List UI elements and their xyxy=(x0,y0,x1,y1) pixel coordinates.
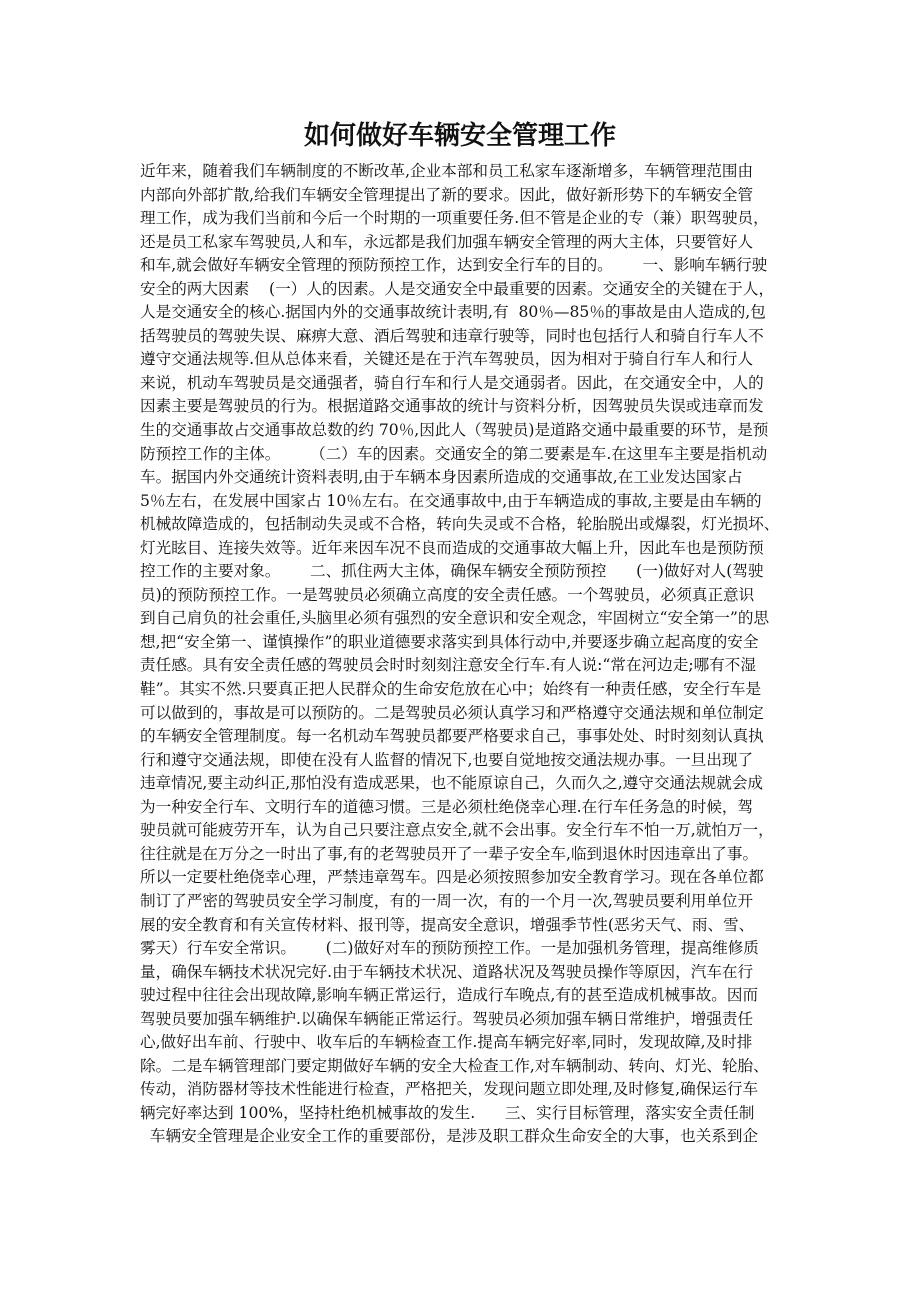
body-line: 到自己肩负的社会重任,头脑里必须有强烈的安全意识和安全观念，牢固树立“安全第一”的思 xyxy=(140,609,770,628)
body-line: 理工作，成为我们当前和今后一个时期的一项重要任务.但不管是企业的专（兼）职驾驶员， xyxy=(140,209,769,228)
body-line: 责任感。具有安全责任感的驾驶员会时时刻刻注意安全行车.有人说:“常在河边走;哪有不湿 xyxy=(140,656,756,675)
body-line: 的车辆安全管理制度。每一名机动车驾驶员都要严格要求自己，事事处处、时时刻刻认真执 xyxy=(140,727,764,746)
document-body xyxy=(140,160,780,1149)
body-line: 和车,就会做好车辆安全管理的预防预控工作，达到安全行车的目的。 一、影响车辆行驶 xyxy=(140,256,768,275)
body-line: 生的交通事故占交通事故总数的约 70％,因此人（驾驶员)是道路交通中最重要的环节，是预 xyxy=(140,421,769,440)
body-line: 驶员就可能疲劳开车，认为自己只要注意点安全,就不会出事。安全行车不怕一万,就怕万一， xyxy=(140,821,774,840)
body-line: 所以一定要杜绝侥幸心理，严禁违章驾车。四是必须按照参加安全教育学习。现在各单位都 xyxy=(140,868,764,887)
body-line: 辆完好率达到 100%，坚持杜绝机械事故的发生. 三、实行目标管理，落实安全责任制 xyxy=(140,1103,755,1122)
body-line: 为一种安全行车、文明行车的道德习惯。三是必须杜绝侥幸心理.在行车任务急的时候，驾 xyxy=(140,797,754,816)
body-line: 员)的预防预控工作。一是驾驶员必须确立高度的安全责任感。一个驾驶员，必须真正意识 xyxy=(140,585,755,604)
body-line: 心,做好出车前、行驶中、收车后的车辆检查工作.提高车辆完好率,同时，发现故障,及时排 xyxy=(140,1033,753,1052)
body-line: 安全的两大因素 (一）人的因素。人是交通安全中最重要的因素。交通安全的关键在于人， xyxy=(140,279,775,298)
body-line: 括驾驶员的驾驶失误、麻痹大意、酒后驾驶和违章行驶等，同时也包括行人和骑自行车人不 xyxy=(140,326,764,345)
body-line: 因素主要是驾驶员的行为。根据道路交通事故的统计与资料分析，因驾驶员失误或违章而发 xyxy=(140,397,764,416)
body-line: 传动，消防器材等技术性能进行检查，严格把关，发现问题立即处理,及时修复,确保运行车 xyxy=(140,1080,759,1099)
body-line: 车辆安全管理是企业安全工作的重要部份，是涉及职工群众生命安全的大事，也关系到企 xyxy=(140,1127,759,1146)
body-line: 鞋”。其实不然.只要真正把人民群众的生命安危放在心中；始终有一种责任感，安全行车是 xyxy=(140,680,762,699)
body-line: 驾驶员要加强车辆维护.以确保车辆能正常运行。驾驶员必须加强车辆日常维护，增强责任 xyxy=(140,1009,754,1028)
body-line: 来说，机动车驾驶员是交通强者，骑自行车和行人是交通弱者。因此，在交通安全中，人的 xyxy=(140,373,764,392)
body-line: 5％左右，在发展中国家占 10％左右。在交通事故中,由于车辆造成的事故,主要是由车辆的 xyxy=(140,491,762,510)
body-line: 机械故障造成的，包括制动失灵或不合格，转向失灵或不合格，轮胎脱出或爆裂，灯光损坏、 xyxy=(140,515,780,534)
document-title: 如何做好车辆安全管理工作 xyxy=(303,121,616,151)
body-line: 量，确保车辆技术状况完好.由于车辆技术状况、道路状况及驾驶员操作等原因，汽车在行 xyxy=(140,962,754,981)
body-line: 近年来，随着我们车辆制度的不断改革,企业本部和员工私家车逐渐增多，车辆管理范围由 xyxy=(140,162,754,180)
body-line: 还是员工私家车驾驶员,人和车，永远都是我们加强车辆安全管理的两大主体，只要管好人 xyxy=(140,232,754,251)
body-line: 行和遵守交通法规，即使在没有人监督的情况下,也要自觉地按交通法规办事。一旦出现了 xyxy=(140,750,754,769)
body-line: 车。据国内外交通统计资料表明,由于车辆本身因素所造成的交通事故,在工业发达国家占 xyxy=(140,468,743,487)
body-line: 灯光眩目、连接失效等。近年来因车况不良而造成的交通事故大幅上升，因此车也是预防预 xyxy=(140,538,764,557)
body-line: 违章情况,要主动纠正,那怕没有造成恶果，也不能原谅自己，久而久之,遵守交通法规就会成 xyxy=(140,774,764,793)
body-line: 雾天）行车安全常识。 (二)做好对车的预防预控工作。一是加强机务管理，提高维修质 xyxy=(140,939,759,958)
body-line: 想,把“安全第一、谨慎操作”的职业道德要求落实到具体行动中,并要逐步确立起高度的安全 xyxy=(140,632,759,651)
body-line: 人是交通安全的核心.据国内外的交通事故统计表明,有 80％—85％的事故是由人造成的,包 xyxy=(140,303,766,322)
body-line: 制订了严密的驾驶员安全学习制度，有的一周一次，有的一个月一次,驾驶员要利用单位开 xyxy=(140,891,754,910)
body-line: 可以做到的，事故是可以预防的。二是驾驶员必须认真学习和严格遵守交通法规和单位制定 xyxy=(140,703,764,722)
body-line: 防预控工作的主体。 （二）车的因素。交通安全的第二要素是车.在这里车主要是指机动 xyxy=(140,444,768,463)
body-line: 展的安全教育和有关宣传材料、报刊等，提高安全意识，增强季节性(恶劣天气、雨、雪、 xyxy=(140,915,755,934)
body-line: 控工作的主要对象。 二、抓住两大主体，确保车辆安全预防预控 (一)做好对人(驾驶 xyxy=(140,562,764,581)
body-line: 遵守交通法规等.但从总体来看，关键还是在于汽车驾驶员，因为相对于骑自行车人和行人 xyxy=(140,350,754,369)
body-line: 驶过程中往往会出现故障,影响车辆正常运行，造成行车晚点,有的甚至造成机械事故。因而 xyxy=(140,986,759,1005)
body-line: 内部向外部扩散,给我们车辆安全管理提出了新的要求。因此，做好新形势下的车辆安全管 xyxy=(140,185,754,204)
body-line: 往往就是在万分之一时出了事,有的老驾驶员开了一辈子安全车,临到退休时因违章出了事。 xyxy=(140,844,759,863)
body-line: 除。二是车辆管理部门要定期做好车辆的安全大检查工作,对车辆制动、转向、灯光、轮胎、 xyxy=(140,1056,769,1075)
